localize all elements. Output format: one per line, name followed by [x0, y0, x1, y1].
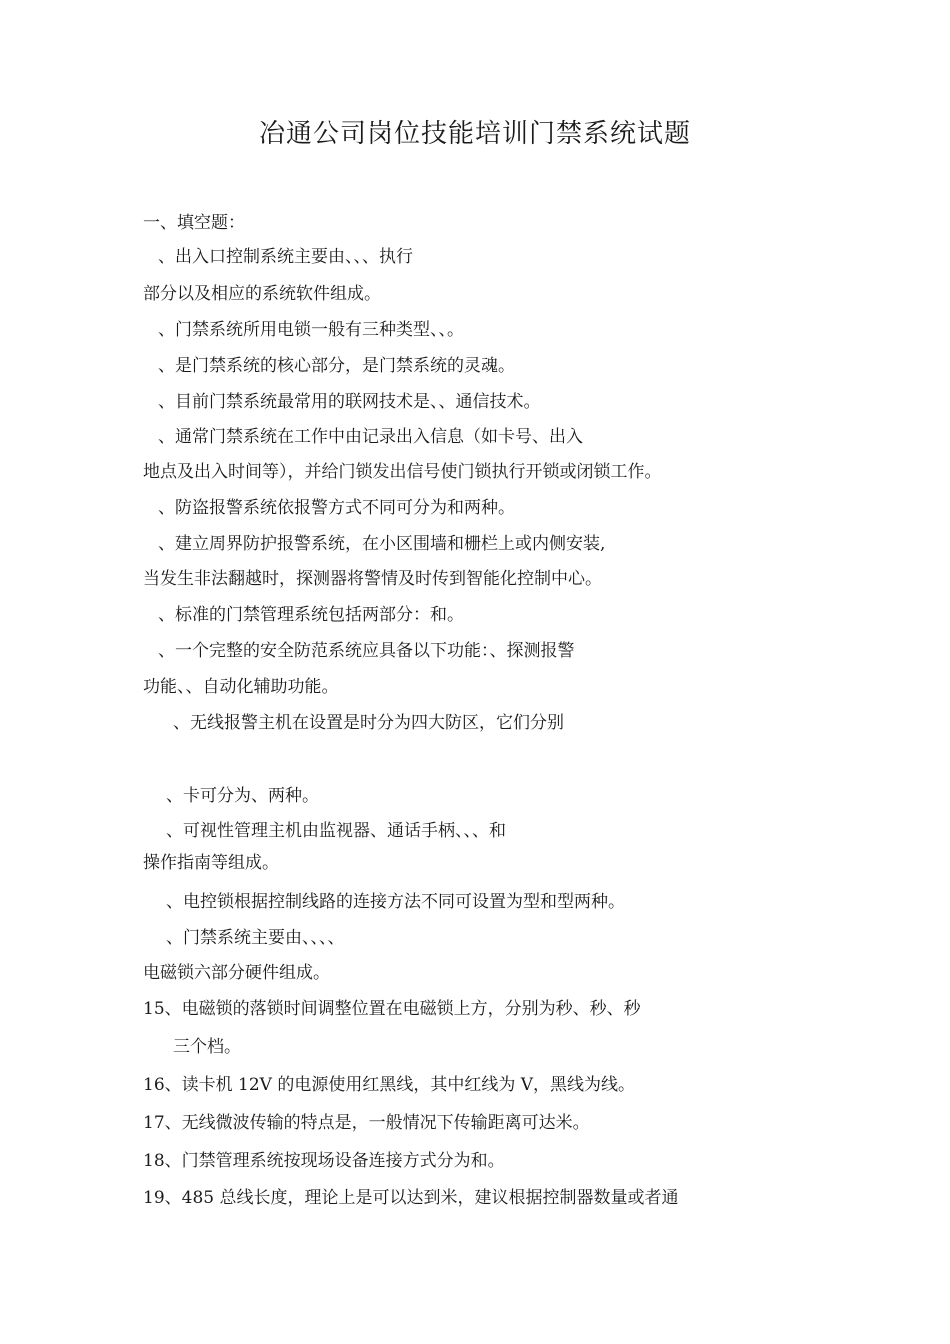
- question-line: 、无线报警主机在设置是时分为四大防区，它们分别: [173, 713, 564, 733]
- question-line: 、是门禁系统的核心部分，是门禁系统的灵魂。: [158, 356, 515, 376]
- question-line: 、门禁系统所用电锁一般有三种类型、、。: [158, 320, 464, 340]
- question-line: 部分以及相应的系统软件组成。: [143, 284, 381, 304]
- question-line: 三个档。: [173, 1037, 241, 1057]
- question-line: 电磁锁六部分硬件组成。: [143, 963, 330, 983]
- question-line: 当发生非法翻越时，探测器将警情及时传到智能化控制中心。: [143, 569, 602, 589]
- question-line: 、出入口控制系统主要由、、、执行: [158, 247, 413, 267]
- question-line: 、卡可分为、两种。: [166, 786, 319, 806]
- question-line: 18、门禁管理系统按现场设备连接方式分为和。: [143, 1151, 505, 1171]
- question-line: 17、无线微波传输的特点是，一般情况下传输距离可达米。: [143, 1113, 590, 1133]
- question-line: 15、电磁锁的落锁时间调整位置在电磁锁上方，分别为秒、秒、秒: [143, 999, 641, 1019]
- question-line: 、防盗报警系统依报警方式不同可分为和两种。: [158, 498, 515, 518]
- question-line: 、可视性管理主机由监视器、通话手柄、、、和: [166, 821, 506, 841]
- question-line: 19、485 总线长度，理论上是可以达到米，建议根据控制器数量或者通: [143, 1188, 679, 1208]
- question-line: 地点及出入时间等），并给门锁发出信号使门锁执行开锁或闭锁工作。: [143, 462, 662, 482]
- question-line: 、目前门禁系统最常用的联网技术是、、通信技术。: [158, 392, 541, 412]
- question-line: 16、读卡机 12V 的电源使用红黑线，其中红线为 V，黑线为线。: [143, 1075, 636, 1095]
- question-line: 、标准的门禁管理系统包括两部分：和。: [158, 605, 464, 625]
- document-title: 冶通公司岗位技能培训门禁系统试题: [258, 119, 691, 149]
- question-line: 、一个完整的安全防范系统应具备以下功能：、探测报警: [158, 641, 575, 661]
- question-line: 、通常门禁系统在工作中由记录出入信息（如卡号、出入: [158, 427, 583, 447]
- question-line: 、建立周界防护报警系统，在小区围墙和栅栏上或内侧安装,: [158, 534, 606, 554]
- question-line: 操作指南等组成。: [143, 853, 279, 873]
- section-heading: 一、填空题：: [143, 213, 245, 233]
- question-line: 、电控锁根据控制线路的连接方法不同可设置为型和型两种。: [166, 892, 625, 912]
- question-line: 、门禁系统主要由、、、、: [166, 928, 345, 948]
- question-line: 功能、、自动化辅助功能。: [143, 677, 339, 697]
